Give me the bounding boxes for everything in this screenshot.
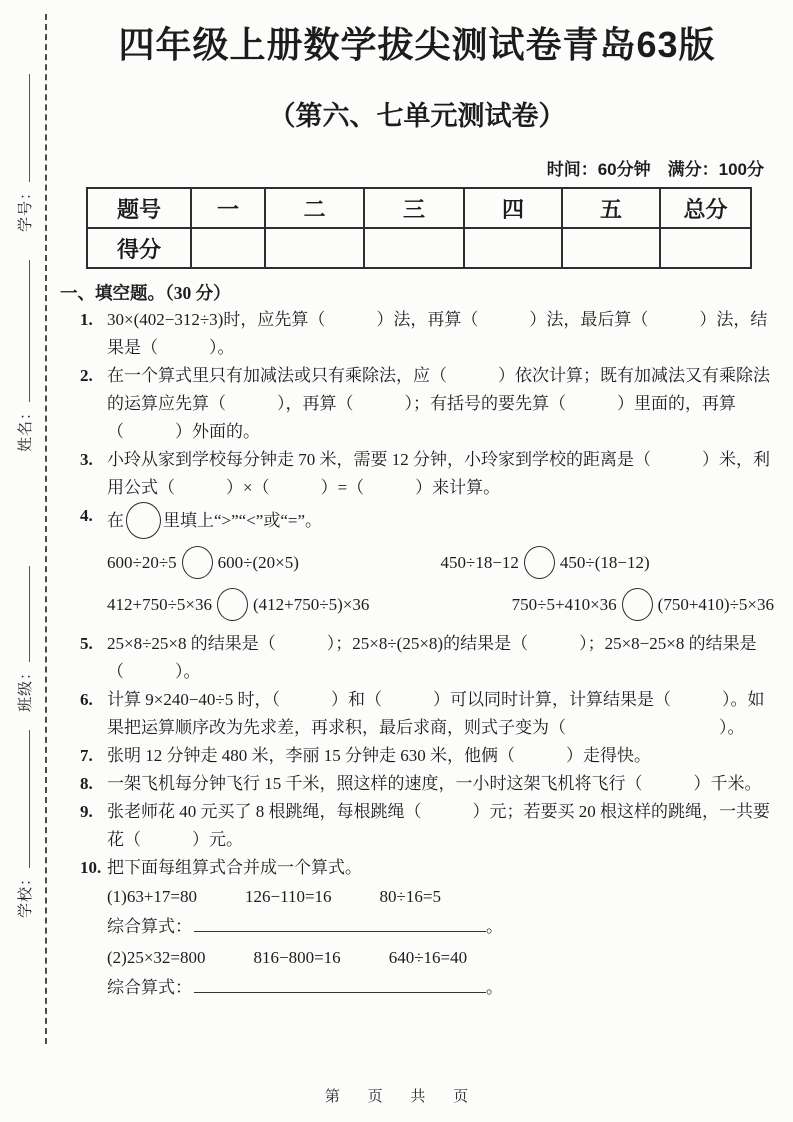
- question-6: [80, 686, 774, 742]
- score-table: [86, 187, 752, 269]
- answer-blank-line: [194, 979, 486, 993]
- question-4-intro: [107, 502, 774, 539]
- score-table-header-cell: 三: [364, 188, 464, 228]
- equation: 126−110=16: [245, 887, 332, 906]
- class-field: [14, 566, 35, 712]
- school-field: [14, 730, 35, 918]
- question-text: [107, 854, 774, 1005]
- section-heading: 一、填空题。（30 分）: [60, 283, 231, 303]
- compare-circle-icon: [182, 546, 213, 579]
- question-number: 4.: [80, 506, 93, 525]
- question-text: 25×8÷25×8 的结果是（ ）；25×8÷(25×8)的结果是（ ）；25×8−25×8 的结果是（ ）。: [107, 634, 757, 681]
- comparison-item: [441, 546, 775, 579]
- question-text: 在一个算式里只有加减法或只有乘除法，应（ ）依次计算；既有加减法又有乘除法的运算应先算（ ），再算（ ）；有括号的要先算（ ）里面的，再算（ ）外面的。: [107, 366, 770, 441]
- paper-content: [60, 0, 774, 1005]
- question-text: 张明 12 分钟走 480 米，李丽 15 分钟走 630 米，他俩（ ）走得快。: [107, 746, 651, 765]
- left-expression: 600÷20÷5: [107, 552, 177, 572]
- question-number: 5.: [80, 634, 93, 653]
- answer-row-2: [107, 974, 774, 1002]
- answer-row-1: [107, 913, 774, 941]
- student-name-blank-line: [27, 260, 30, 402]
- student-name-field: [14, 260, 35, 452]
- right-expression: (750+410)÷5×36: [657, 594, 774, 614]
- question-number: 1.: [80, 310, 93, 329]
- left-expression: 750÷5+410×36: [511, 594, 617, 614]
- page-title: 四年级上册数学拔尖测试卷青岛63版: [118, 24, 716, 65]
- question-9: [80, 798, 774, 854]
- question-text: 30×(402−312÷3)时，应先算（ ）法，再算（ ）法，最后算（ ）法，结果是（ ）。: [107, 310, 768, 357]
- question-number: 3.: [80, 450, 93, 469]
- question-text: 小玲从家到学校每分钟走 70 米，需要 12 分钟，小玲家到学校的距离是（ ）米，利用公式（ ）×（ ）=（ ）来计算。: [107, 450, 770, 497]
- score-table-header-cell: 总分: [660, 188, 751, 228]
- student-id-label: 学号：: [18, 183, 34, 232]
- fill-circle-icon: [126, 502, 161, 539]
- question-number: 6.: [80, 690, 93, 709]
- answer-label: 综合算式：: [107, 917, 192, 936]
- score-cell: [660, 228, 751, 268]
- question-4-intro-post: 里填上“>”“<”或“=”。: [163, 510, 323, 530]
- compare-circle-icon: [524, 546, 555, 579]
- answer-period: 。: [486, 917, 503, 936]
- equation: (2)25×32=800: [107, 948, 206, 967]
- question-text: 计算 9×240−40÷5 时，（ ）和（ ）可以同时计算，计算结果是（ ）。如果把运算顺序改为先求差，再求积，最后求商，则式子变为（ ）。: [107, 690, 765, 737]
- score-cell: [562, 228, 660, 268]
- score-table-header-cell: 题号: [87, 188, 191, 228]
- score-cell: [265, 228, 364, 268]
- equation-group-1: [107, 883, 774, 911]
- comparison-item: [512, 588, 774, 621]
- score-cell: [364, 228, 464, 268]
- question-text: 一架飞机每分钟飞行 15 千米，照这样的速度，一小时这架飞机将飞行（ ）千米。: [107, 774, 762, 793]
- equation: (1)63+17=80: [107, 887, 197, 906]
- score-cell: [464, 228, 562, 268]
- school-blank-line: [27, 730, 30, 868]
- left-expression: 450÷18−12: [440, 552, 519, 572]
- question-7: [80, 742, 774, 770]
- question-4: [80, 502, 774, 630]
- right-expression: 450÷(18−12): [559, 552, 650, 572]
- equation: 816−800=16: [253, 948, 341, 967]
- page-subtitle: （第六、七单元测试卷）: [268, 101, 566, 131]
- question-1: [80, 306, 774, 362]
- equation: 640÷16=40: [388, 948, 468, 967]
- equation-group-2: [107, 944, 774, 972]
- score-table-header-cell: 四: [464, 188, 562, 228]
- school-label: 学校：: [18, 869, 34, 918]
- question-number: 2.: [80, 366, 93, 385]
- question-3: [80, 446, 774, 502]
- comparison-item: [107, 546, 441, 579]
- question-text: [107, 502, 774, 630]
- answer-blank-line: [194, 918, 486, 932]
- answer-label: 综合算式：: [107, 978, 192, 997]
- class-label: 班级：: [18, 663, 34, 712]
- question-10-intro: 把下面每组算式合并成一个算式。: [107, 858, 362, 877]
- score-table-score-row: [87, 228, 751, 268]
- score-table-header-row: [87, 188, 751, 228]
- right-expression: 600÷(20×5): [217, 552, 299, 572]
- left-expression: 412+750÷5×36: [107, 594, 213, 614]
- student-name-label: 姓名：: [18, 403, 34, 452]
- student-id-field: [14, 74, 35, 232]
- score-table-header-cell: 五: [562, 188, 660, 228]
- score-table-header-cell: 一: [191, 188, 265, 228]
- compare-circle-icon: [217, 588, 248, 621]
- question-number: 9.: [80, 802, 93, 821]
- seal-dashed-line: [45, 14, 47, 1044]
- compare-circle-icon: [622, 588, 653, 621]
- right-expression: (412+750÷5)×36: [253, 594, 370, 614]
- score-table-header-cell: 二: [265, 188, 364, 228]
- question-text: 张老师花 40 元买了 8 根跳绳，每根跳绳（ ）元；若要买 20 根这样的跳绳，一共要花（ ）元。: [107, 802, 770, 849]
- question-4-intro-pre: 在: [107, 510, 124, 530]
- student-id-blank-line: [27, 74, 30, 182]
- score-row-label: 得分: [87, 228, 191, 268]
- question-2: [80, 362, 774, 446]
- answer-period: 。: [486, 978, 503, 997]
- question-number: 7.: [80, 746, 93, 765]
- comparison-row: [107, 588, 774, 621]
- class-blank-line: [27, 566, 30, 662]
- question-10: [80, 854, 774, 1005]
- question-list: [60, 306, 774, 1005]
- comparison-item: [107, 588, 369, 621]
- comparison-row: [107, 546, 774, 579]
- page-footer: 第 页 共 页: [324, 1089, 481, 1105]
- question-5: [80, 630, 774, 686]
- exam-time-score-info: 时间：60分钟 满分：100分: [546, 160, 764, 179]
- question-number: 8.: [80, 774, 93, 793]
- question-8: [80, 770, 774, 798]
- equation: 80÷16=5: [379, 887, 441, 906]
- score-cell: [191, 228, 265, 268]
- question-number: 10.: [80, 858, 102, 877]
